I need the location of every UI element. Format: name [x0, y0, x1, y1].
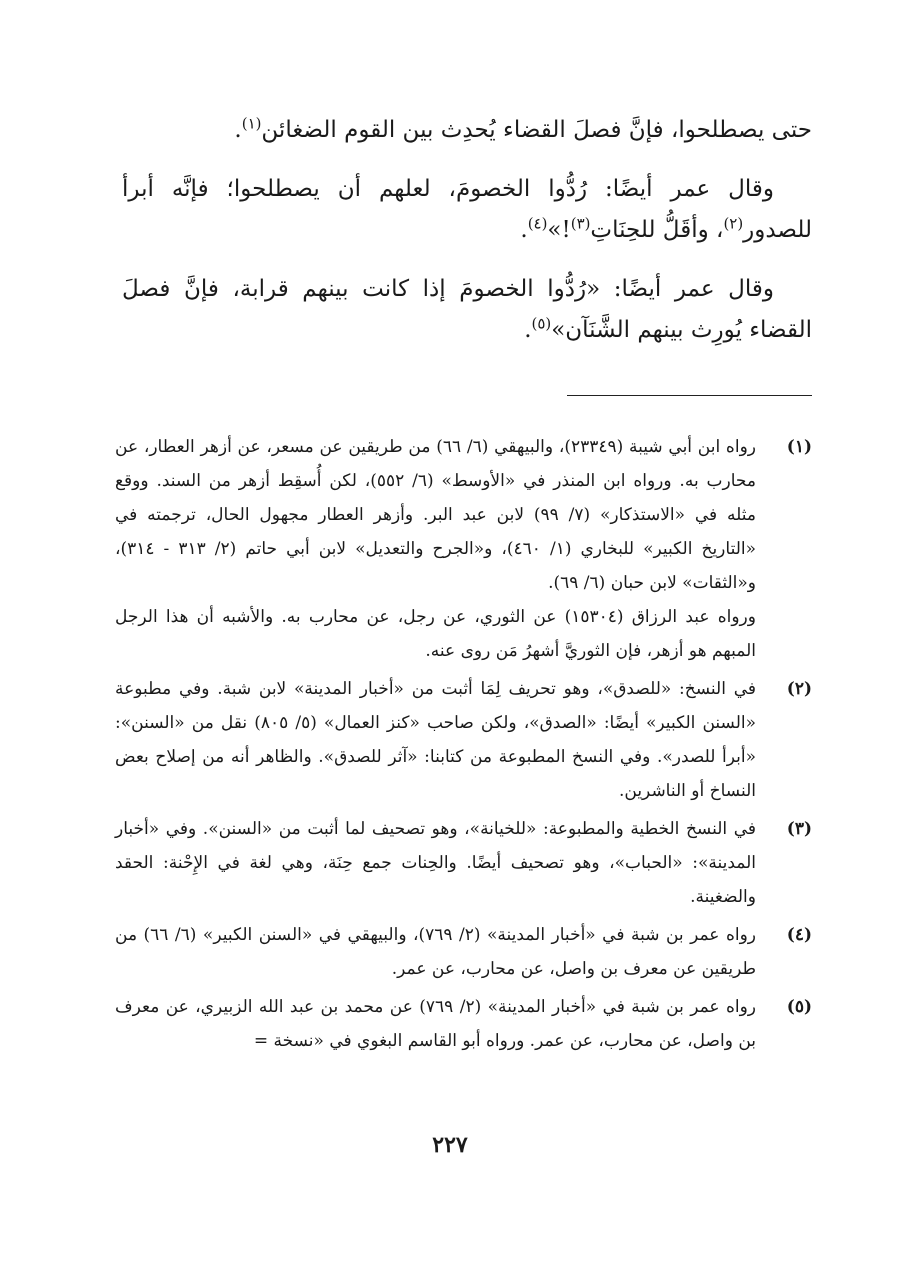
paragraph-3 [122, 269, 812, 351]
main-text [122, 110, 812, 369]
footnotes [115, 430, 812, 1062]
footnote-ref-1: (١) [241, 114, 262, 133]
footnote-paragraph: في النسخ: «للصدق»، وهو تحريف لِمَا أثبت من «أخبار المدينة» لابن شبة. وفي مطبوعة «السنن الكبير» أيضًا: «الصدق»، ولكن صاحب «كنز العمال» (٥/ ٨٠٥) نقل من «السنن»: «أبرأ للصدر». وفي النسخ المطبوعة من كتابنا: «آثر للصدق». والظاهر أنه من إصلاح بعض النساخ أو الناشرين. [115, 679, 756, 801]
footnote-5 [115, 990, 812, 1058]
footnote-ref-2: (٢) [723, 214, 744, 233]
page-number: ٢٢٧ [432, 1132, 468, 1158]
paragraph-2 [122, 169, 812, 251]
footnote-number: (١) [786, 437, 812, 457]
footnote-body [115, 918, 756, 986]
footnote-4 [115, 918, 812, 986]
paragraph-1 [122, 110, 812, 151]
footnote-ref-4: (٤) [527, 214, 548, 233]
paragraph-2-mid: ، وأقَلُّ للحِنَاتِ [590, 217, 724, 243]
paragraph-2-mid2: !» [547, 217, 571, 243]
footnote-number: (٤) [786, 925, 812, 945]
paragraph-1-text: حتى يصطلحوا، فإنَّ فصلَ القضاء يُحدِث بين القوم الضغائن [261, 117, 812, 143]
paragraph-2-end: . [520, 217, 528, 243]
footnote-2 [115, 672, 812, 808]
footnote-3 [115, 812, 812, 914]
footnote-body [115, 430, 756, 668]
footnote-number: (٥) [786, 997, 812, 1017]
paragraph-2-text: وقال عمر أيضًا: رُدُّوا الخصومَ، لعلهم أن يصطلحوا؛ فإنَّه أبرأ للصدور [122, 176, 812, 243]
footnote-number: (٢) [786, 679, 812, 699]
footnote-paragraph: رواه عمر بن شبة في «أخبار المدينة» (٢/ ٧٦٩) عن محمد بن عبد الله الزبيري، عن معرف بن واصل، عن محارب، عن عمر. ورواه أبو القاسم البغوي في «نسخة = [115, 997, 756, 1051]
footnote-paragraph: ورواه عبد الرزاق (١٥٣٠٤) عن الثوري، عن رجل، عن محارب به. والأشبه أن هذا الرجل المبهم هو أزهر، فإن الثوريَّ أشهرُ مَن روى عنه. [115, 607, 756, 661]
footnote-body [115, 812, 756, 914]
footnote-ref-5: (٥) [531, 314, 552, 333]
footnote-paragraph: في النسخ الخطية والمطبوعة: «للخيانة»، وهو تصحيف لما أثبت من «السنن». وفي «أخبار المدينة»: «الحباب»، وهو تصحيف أيضًا. والحِنات جمع حِنَة، وهي لغة في الإِحْنة: الحقد والضغينة. [115, 819, 756, 907]
paragraph-3-end: . [524, 317, 532, 343]
paragraph-3-text: وقال عمر أيضًا: «رُدُّوا الخصومَ إذا كانت بينهم قرابة، فإنَّ فصلَ القضاء يُورِث بينهم الشَّنَآن» [122, 276, 812, 343]
paragraph-1-end: . [234, 117, 242, 143]
footnote-number: (٣) [786, 819, 812, 839]
footnote-paragraph: رواه عمر بن شبة في «أخبار المدينة» (٢/ ٧٦٩)، والبيهقي في «السنن الكبير» (٦/ ٦٦) من طريقين عن معرف بن واصل، عن محارب، عن عمر. [115, 925, 756, 979]
footnote-paragraph: رواه ابن أبي شيبة (٢٣٣٤٩)، والبيهقي (٦/ ٦٦) من طريقين عن مسعر، عن أزهر العطار، عن محارب به. ورواه ابن المنذر في «الأوسط» (٦/ ٥٥٢)، لكن أُسقِط أزهر من السند. ووقع مثله في «الاستذكار» (٧/ ٩٩) لابن عبد البر. وأزهر العطار مجهول الحال، ترجمته في «التاريخ الكبير» للبخاري (١/ ٤٦٠)، و«الجرح والتعديل» لابن أبي حاتم (٢/ ٣١٣ - ٣١٤)، و«الثقات» لابن حبان (٦/ ٦٩). [115, 437, 757, 593]
footnote-separator [567, 395, 812, 396]
footnote-1 [115, 430, 812, 668]
footnote-body [115, 990, 756, 1058]
footnote-ref-3: (٣) [570, 214, 591, 233]
footnote-body [115, 672, 756, 808]
